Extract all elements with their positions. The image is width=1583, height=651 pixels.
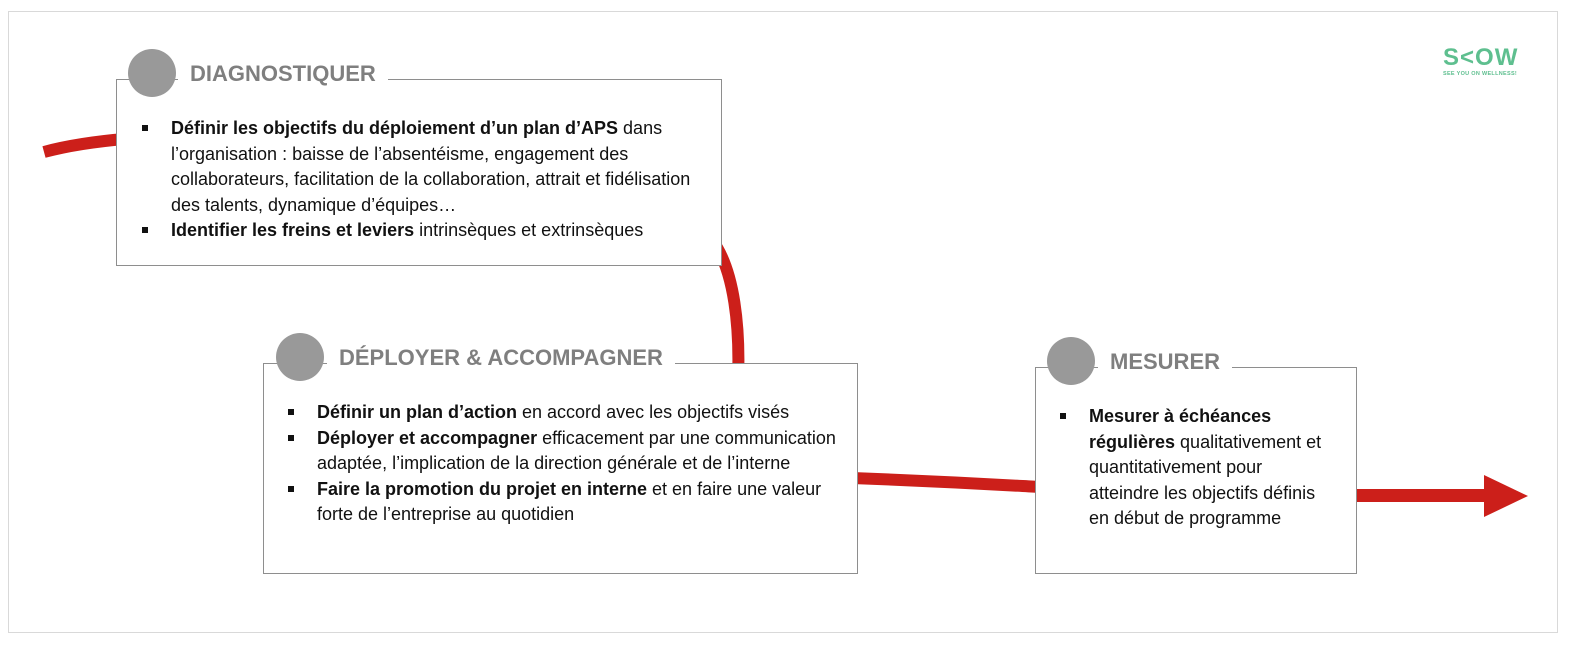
bullet-item: Identifier les freins et leviers intrinsèques et extrinsèques [139, 218, 709, 244]
flow-arrow-head [1484, 475, 1528, 517]
bullet-item: Déployer et accompagner efficacement par une communication adaptée, l’implication de la direction générale et de l’interne [285, 426, 845, 477]
flow-path-2 [852, 478, 1040, 487]
step-mesurer-box [1035, 367, 1357, 574]
bullet-item: Définir un plan d’action en accord avec les objectifs visés [285, 400, 845, 426]
step-diagnostiquer-title: DIAGNOSTIQUER [178, 59, 388, 89]
step-mesurer-title: MESURER [1098, 347, 1232, 377]
bullet-item: Faire la promotion du projet en interne et en faire une valeur forte de l’entreprise au quotidien [285, 477, 845, 528]
brand-logo [1443, 46, 1527, 78]
step-diagnostiquer-box [116, 79, 722, 266]
flow-arrow-shaft [1355, 489, 1487, 502]
step-deployer-box [263, 363, 858, 574]
step-mesurer-dot [1047, 337, 1095, 385]
step-mesurer-bullets [1057, 404, 1337, 532]
step-deployer-bullets [285, 400, 845, 528]
step-diagnostiquer-dot [128, 49, 176, 97]
logo-mark: S<OW [1443, 44, 1519, 71]
step-deployer-dot [276, 333, 324, 381]
step-deployer-title: DÉPLOYER & ACCOMPAGNER [327, 343, 675, 373]
bullet-item: Mesurer à échéances régulières qualitativement et quantitativement pour atteindre les objectifs définis en début de programme [1057, 404, 1337, 532]
step-diagnostiquer-bullets [139, 116, 709, 244]
logo-tagline: SEE YOU ON WELLNESS! [1443, 71, 1518, 77]
bullet-item: Définir les objectifs du déploiement d’un plan d’APS dans l’organisation : baisse de l’absentéisme, engagement des collaborateurs, facilitation de la collaboration, attrait et fidélisation des talents, dynamique d’équipes… [139, 116, 709, 218]
